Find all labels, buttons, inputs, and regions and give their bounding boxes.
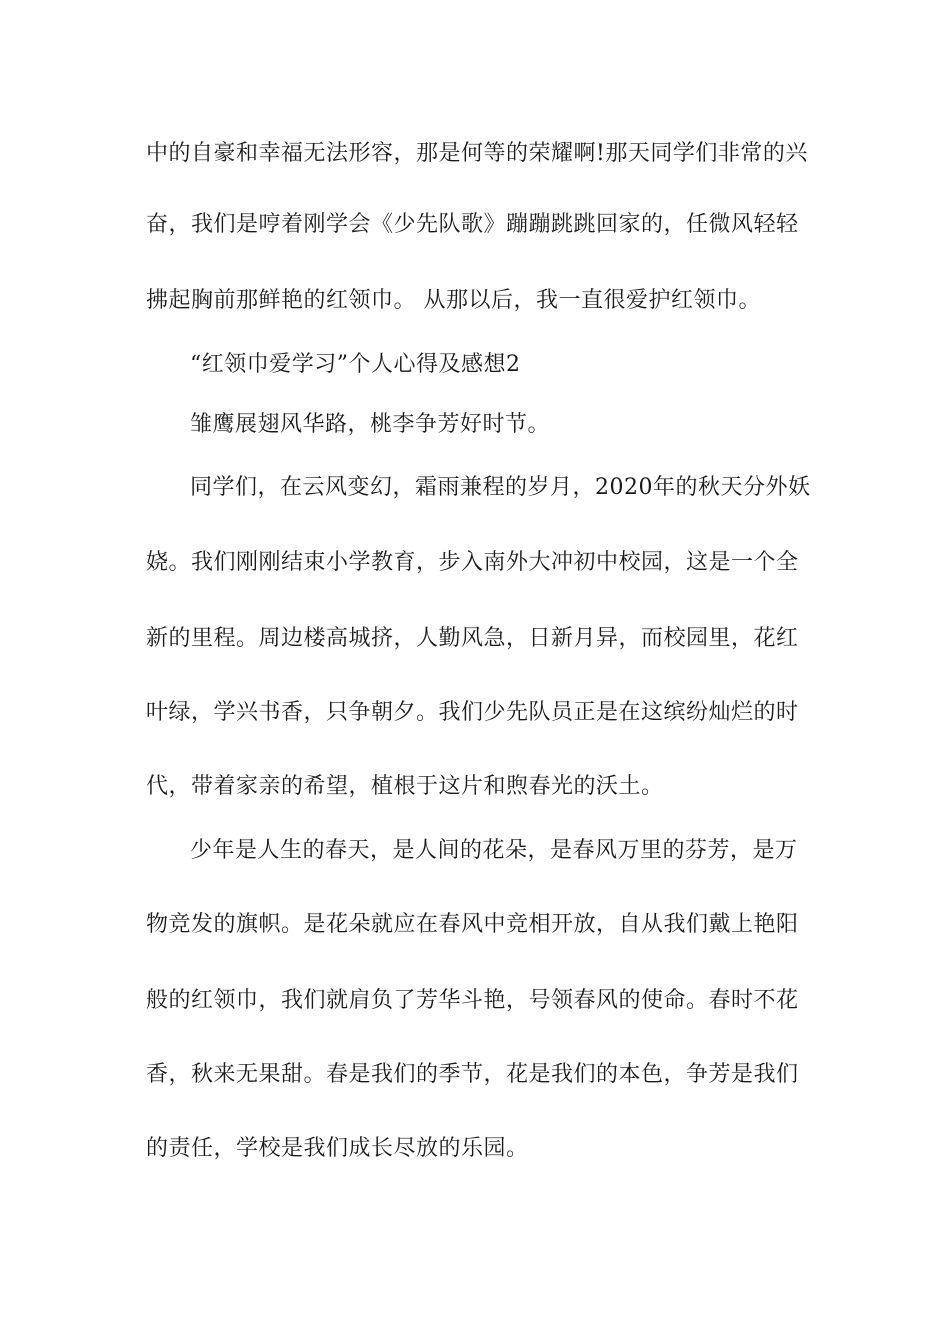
text-line: 奋，我们是哼着刚学会《少先队歌》蹦蹦跳跳回家的，任微风轻轻: [146, 212, 799, 237]
text-line: 娆。我们刚刚结束小学教育，步入南外大冲初中校园，这是一个全: [146, 550, 799, 575]
text-line: 拂起胸前那鲜艳的红领巾。 从那以后，我一直很爱护红领巾。: [146, 288, 761, 313]
section-heading: “红领巾爱学习”个人心得及感想2: [190, 352, 521, 377]
text-line: 雏鹰展翅风华路，桃李争芳好时节。: [190, 412, 551, 437]
text-line: 同学们，在云风变幻，霜雨兼程的岁月，2020年的秋天分外妖: [190, 475, 811, 500]
text-line: 般的红领巾，我们就肩负了芳华斗艳，号领春风的使命。春时不花: [146, 988, 799, 1013]
text-line: 叶绿，学兴书香，只争朝夕。我们少先队员正是在这缤纷灿烂的时: [146, 700, 799, 725]
text-line: 中的自豪和幸福无法形容，那是何等的荣耀啊!那天同学们非常的兴: [146, 141, 808, 166]
text-line: 少年是人生的春天，是人间的花朵，是春风万里的芬芳，是万: [190, 838, 798, 863]
text-line: 新的里程。周边楼高城挤，人勤风急，日新月异，而校园里，花红: [146, 626, 799, 651]
text-line: 香，秋来无果甜。春是我们的季节，花是我们的本色，争芳是我们: [146, 1062, 799, 1087]
text-line: 代，带着家亲的希望，植根于这片和煦春光的沃土。: [146, 774, 664, 799]
text-line: 的责任，学校是我们成长尽放的乐园。: [146, 1136, 529, 1161]
text-line: 物竞发的旗帜。是花朵就应在春风中竞相开放，自从我们戴上艳阳: [146, 912, 799, 937]
